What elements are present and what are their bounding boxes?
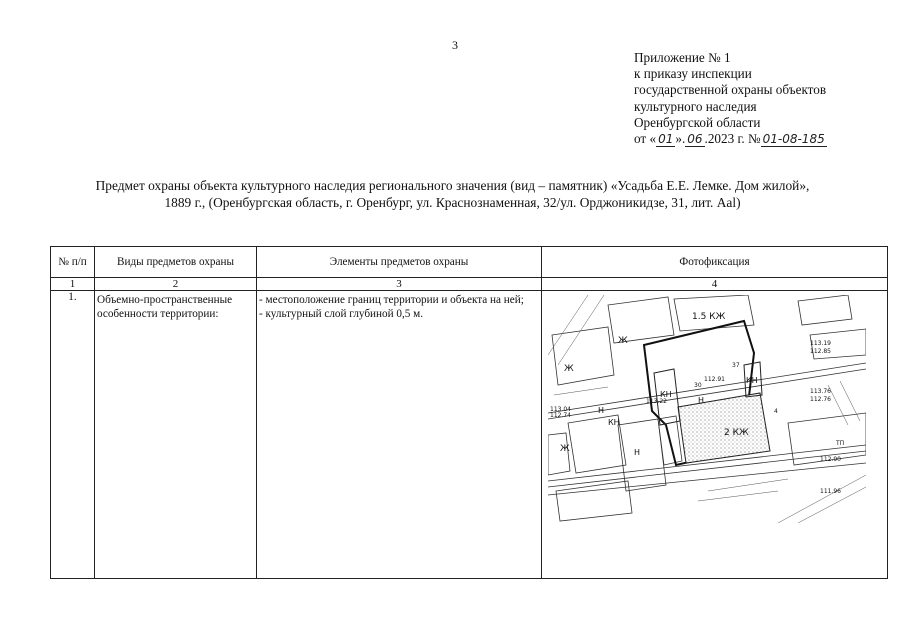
map-label: 113.76	[810, 388, 831, 395]
index-cell: 4	[542, 278, 888, 291]
map-label: Ж	[560, 444, 570, 454]
map-label: 112.90	[820, 456, 841, 463]
date-prefix: от «	[634, 131, 657, 147]
table-row	[51, 291, 888, 579]
cadastral-map	[548, 295, 866, 523]
date-year: .2023 г. №	[704, 131, 761, 147]
element-item: - местоположение границ территории и объекта на ней;	[259, 294, 524, 306]
title-line: 1889 г., (Оренбургская область, г. Оренбург, ул. Краснознаменная, 32/ул. Орджоникидзе, 31, лит. Aal)	[164, 195, 741, 210]
map-label: 112.76	[810, 396, 831, 403]
map-label: 1.5 КЖ	[692, 312, 726, 322]
date-month: 06	[687, 132, 703, 147]
page-number: 3	[452, 38, 458, 52]
index-cell: 2	[95, 278, 257, 291]
map-label: Ж	[618, 336, 628, 346]
map-label: 112.74	[550, 412, 571, 419]
row-photo	[542, 291, 888, 579]
map-label: 113.19	[810, 340, 831, 347]
map-label: 37	[732, 362, 740, 369]
document-title	[40, 177, 865, 211]
appendix-line: Приложение № 1	[634, 50, 731, 65]
protection-table	[50, 246, 888, 579]
header-kinds: Виды предметов охраны	[95, 247, 257, 278]
map-label: 113.04	[550, 406, 571, 413]
map-label: КН	[608, 418, 620, 427]
header-elements: Элементы предметов охраны	[257, 247, 542, 278]
header-photo: Фотофиксация	[542, 247, 888, 278]
map-label: ТП	[836, 440, 845, 447]
table-index-row	[51, 278, 888, 291]
row-kinds: Объемно-пространственные особенности территории:	[95, 291, 257, 579]
date-mid: ».	[675, 131, 686, 147]
appendix-date-line	[634, 131, 827, 147]
date-day: 01	[658, 132, 674, 147]
map-label: КН	[660, 390, 672, 399]
map-label: 30	[694, 382, 702, 389]
row-elements	[257, 291, 542, 579]
map-label: КН	[746, 376, 758, 385]
appendix-line: Оренбургской области	[634, 114, 761, 130]
map-label: Н	[598, 406, 605, 415]
map-label: 111.96	[820, 488, 841, 495]
map-label: 4	[774, 408, 778, 415]
row-number: 1.	[51, 291, 95, 579]
header-num: № п/п	[51, 247, 95, 278]
map-label: 112.85	[810, 348, 831, 355]
appendix-line: к приказу инспекции	[634, 66, 752, 82]
element-item: - культурный слой глубиной 0,5 м.	[259, 308, 424, 320]
map-label: Н	[634, 448, 641, 457]
map-label: Н	[698, 396, 705, 405]
map-label: Ж	[564, 364, 574, 374]
index-cell: 1	[51, 278, 95, 291]
title-line: Предмет охраны объекта культурного наследия регионального значения (вид – памятник) «Усадьба Е.Е. Лемке. Дом жилой»,	[95, 178, 810, 193]
map-label: 113.22	[646, 398, 667, 405]
table-header-row	[51, 247, 888, 278]
appendix-header	[634, 50, 827, 147]
appendix-line: государственной охраны объектов	[634, 82, 827, 98]
map-label: 2 КЖ	[724, 428, 749, 438]
appendix-line: культурного наследия	[634, 98, 757, 114]
index-cell: 3	[257, 278, 542, 291]
map-label: 112.91	[704, 376, 725, 383]
order-number: 01-08-185	[762, 132, 825, 147]
